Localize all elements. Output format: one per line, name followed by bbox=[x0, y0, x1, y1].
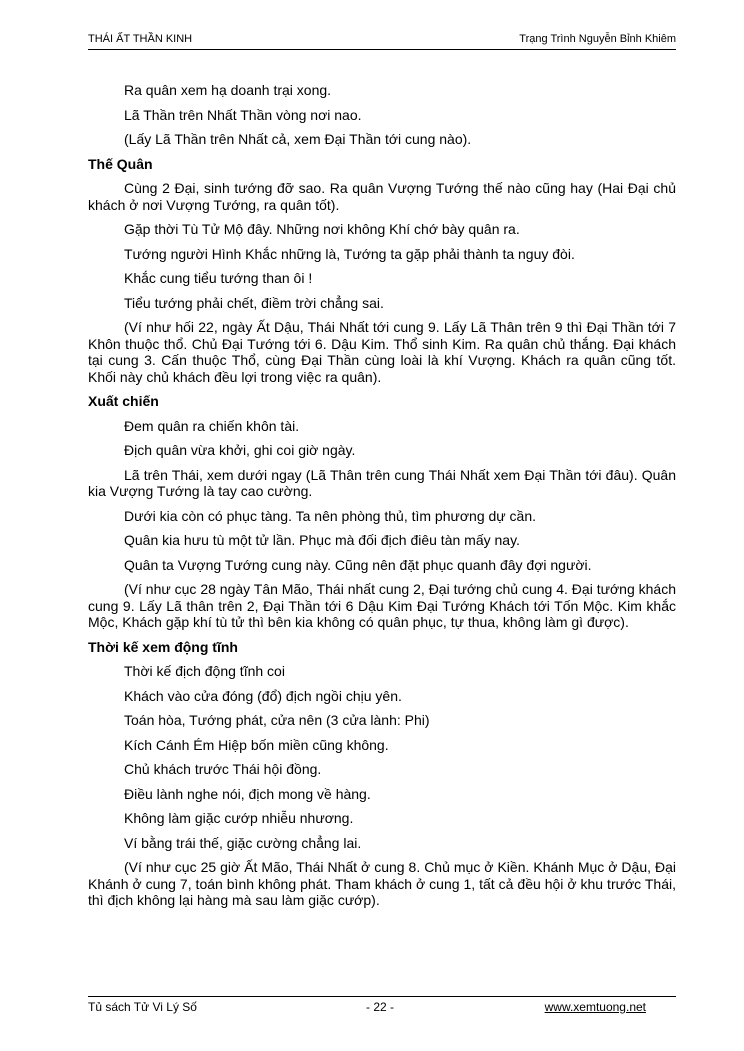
paragraph: Lã Thần trên Nhất Thần vòng nơi nao. bbox=[124, 106, 362, 123]
page-body bbox=[88, 82, 676, 917]
section-heading: Thế Quân bbox=[88, 155, 153, 172]
paragraph: Ra quân xem hạ doanh trại xong. bbox=[124, 82, 332, 98]
paragraph: Điều lành nghe nói, địch mong về hàng. bbox=[124, 785, 371, 802]
footer-series: Tủ sách Tử Vi Lý Số bbox=[88, 1000, 197, 1014]
section-heading: Xuất chiến bbox=[88, 393, 159, 409]
paragraph: Quân ta Vượng Tướng cung này. Cũng nên đặt phục quanh đây đợi người. bbox=[124, 556, 592, 573]
paragraph: Khắc cung tiểu tướng than ôi ! bbox=[124, 270, 313, 286]
paragraph: (Ví như cục 28 ngày Tân Mão, Thái nhất cung 2, Đại tướng chủ cung 4. Đại tướng khách cung 9. Lấy Lã thân trên 2, Đại Thần tới 6 Dậu Kim Đại Tướng Khách tới Tốn Mộc. Kim khắc Mộc, Khách gặp khí tù tử thì bên kia không có quân phục, tự thua, không làm gì được). bbox=[88, 581, 676, 630]
paragraph: (Ví như hối 22, ngày Ất Dậu, Thái Nhất tới cung 9. Lấy Lã Thân trên 9 thì Đại Thần tới 7 Khôn thuộc thổ. Chủ Đại Tướng tới 6. Dậu Kim. Thổ sinh Kim. Ra quân chủ thắng. Đại khách tại cung 3. Cấn thuộc Thổ, cùng Đại Thần cùng loài là khí Vượng. Khách ra quân cũng tốt. Khối này chủ khách đều lợi trong việc ra quân). bbox=[88, 319, 676, 385]
paragraph: Thời kế địch động tĩnh coi bbox=[124, 663, 285, 679]
paragraph: Toán hòa, Tướng phát, cửa nên (3 cửa lành: Phi) bbox=[124, 712, 430, 728]
paragraph: Không làm giặc cướp nhiễu nhương. bbox=[124, 810, 354, 826]
paragraph: Kích Cánh Ém Hiệp bốn miền cũng không. bbox=[124, 736, 389, 753]
section-heading: Thời kế xem động tĩnh bbox=[88, 638, 238, 655]
paragraph: (Lấy Lã Thần trên Nhất cả, xem Đại Thần tới cung nào). bbox=[124, 131, 472, 147]
header-author: Trạng Trình Nguyễn Bỉnh Khiêm bbox=[519, 33, 676, 45]
paragraph: Khách vào cửa đóng (đổ) địch ngồi chịu yên. bbox=[124, 687, 402, 704]
paragraph: Tiểu tướng phải chết, điềm trời chẳng sai. bbox=[124, 294, 384, 311]
paragraph: (Ví như cục 25 giờ Ất Mão, Thái Nhất ở cung 8. Chủ mục ở Kiền. Khánh Mục ở Dậu, Đại Khánh ở cung 7, toán bình không phát. Tham khách ở cung 1, tất cả đều hội ở khu trước Thái, thì địch không lại hàng mà sau làm giặc cướp). bbox=[88, 859, 676, 908]
page-header bbox=[88, 33, 676, 50]
paragraph: Cùng 2 Đại, sinh tướng đỡ sao. Ra quân Vượng Tướng thế nào cũng hay (Hai Đại chủ khách ở nơi Vượng Tướng, ra quân tốt). bbox=[88, 180, 676, 213]
paragraph: Lã trên Thái, xem dưới ngay (Lã Thân trên cung Thái Nhất xem Đại Thần tới đâu). Quân kia Vượng Tướng là tay cao cường. bbox=[88, 466, 676, 499]
paragraph: Dưới kia còn có phục tàng. Ta nên phòng thủ, tìm phương dự cần. bbox=[124, 507, 537, 524]
page-footer bbox=[88, 996, 676, 1017]
paragraph: Ví bằng trái thế, giặc cường chẳng lai. bbox=[124, 834, 362, 851]
paragraph: Tướng người Hình Khắc những là, Tướng ta gặp phải thành ta nguy đòi. bbox=[124, 245, 575, 262]
paragraph: Chủ khách trước Thái hội đồng. bbox=[124, 761, 322, 777]
footer-website-link[interactable]: www.xemtuong.net bbox=[544, 1000, 646, 1014]
paragraph: Quân kia hưu tù một tử lần. Phục mà đối địch điêu tàn mấy nay. bbox=[124, 532, 520, 548]
header-book-title: THÁI ẤT THẦN KINH bbox=[88, 33, 193, 45]
paragraph: Địch quân vừa khởi, ghi coi giờ ngày. bbox=[124, 442, 356, 458]
paragraph: Gặp thời Tù Tử Mộ đây. Những nơi không Khí chớ bày quân ra. bbox=[124, 221, 520, 237]
paragraph: Đem quân ra chiến khôn tài. bbox=[124, 417, 300, 434]
page-number: - 22 - bbox=[366, 1000, 395, 1014]
